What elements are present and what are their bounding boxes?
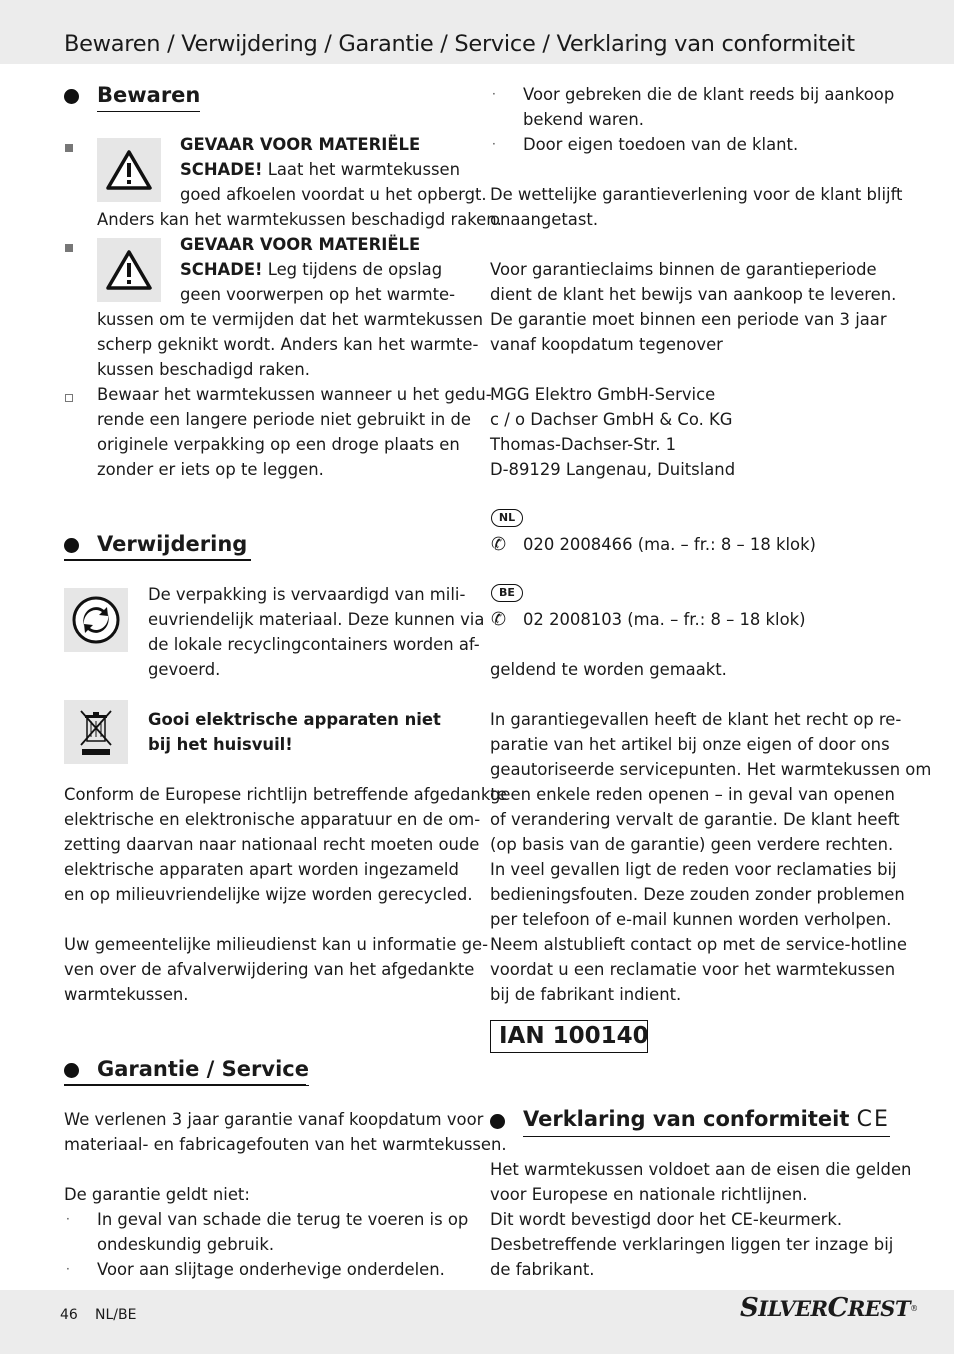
logo-rest: REST bbox=[847, 1296, 911, 1321]
ce-mark-icon: CE bbox=[856, 1107, 890, 1132]
warning1-line2-text: Laat het warmtekussen bbox=[262, 160, 460, 179]
section-title-bewaren bbox=[64, 81, 200, 112]
disposal-p1-line4: elektrische apparaten apart worden ingezameld bbox=[64, 860, 459, 879]
warranty-p6-line3: geautoriseerde servicepunten. Het warmtekussen om bbox=[490, 760, 932, 779]
disposal-p1-line1: Conform de Europese richtlijn betreffende afgedankte bbox=[64, 785, 507, 804]
section-title-conformiteit-text: Verklaring van conformiteit bbox=[523, 1107, 850, 1131]
logo-letter-c: C bbox=[827, 1293, 848, 1323]
tip-line3: originele verpakking op een droge plaats en bbox=[97, 435, 460, 454]
disposal-p2-line1: Uw gemeentelijke milieudienst kan u informatie ge- bbox=[64, 935, 489, 954]
country-badge-be: BE bbox=[491, 584, 523, 602]
bullet-dot-icon bbox=[64, 538, 79, 553]
warning2-line6: kussen beschadigd raken. bbox=[97, 360, 310, 379]
warranty-p4-line2: dient de klant het bewijs van aankoop te leveren. bbox=[490, 285, 897, 304]
warning-icon bbox=[97, 238, 161, 302]
conformity-line4: Desbetreffende verklaringen liggen ter inzage bij bbox=[490, 1235, 894, 1254]
section-title-conformiteit bbox=[490, 1105, 890, 1137]
packaging-line2: euvriendelijk materiaal. Deze kunnen via bbox=[148, 610, 485, 629]
section-title-verwijdering-label: Verwijdering bbox=[97, 530, 247, 561]
warning2-line4: kussen om te vermijden dat het warmtekussen bbox=[97, 310, 483, 329]
warranty-p6-line10: Neem alstublieft contact op met de service-hotline bbox=[490, 935, 907, 954]
bullet-dot-icon bbox=[64, 1063, 79, 1078]
warning1-heading: GEVAAR VOOR MATERIËLE bbox=[180, 135, 421, 154]
warranty-p6-line9: per telefoon of e-mail kunnen worden verholpen. bbox=[490, 910, 892, 929]
language-code: NL/BE bbox=[95, 1307, 137, 1323]
tip-line1: Bewaar het warmtekussen wanneer u het gedu- bbox=[97, 385, 492, 404]
section-title-bewaren-label: Bewaren bbox=[97, 81, 200, 112]
registered-mark: ® bbox=[910, 1304, 918, 1313]
country-badge-nl: NL bbox=[491, 509, 523, 527]
warranty-p6-line4: geen enkele reden openen – in geval van openen bbox=[490, 785, 895, 804]
warranty-p6-line5: of verandering vervalt de garantie. De klant heeft bbox=[490, 810, 900, 829]
warranty-p6-line7: In veel gevallen ligt de reden voor reclamaties bij bbox=[490, 860, 897, 879]
warranty-p3-line1: De wettelijke garantieverlening voor de klant blijft bbox=[490, 185, 903, 204]
warranty-p6-line1: In garantiegevallen heeft de klant het recht op re- bbox=[490, 710, 902, 729]
warning2-line2-text: Leg tijdens de opslag bbox=[262, 260, 443, 279]
conformity-line1: Het warmtekussen voldoet aan de eisen die gelden bbox=[490, 1160, 912, 1179]
warranty-p4-line4: vanaf koopdatum tegenover bbox=[490, 335, 723, 354]
list-bullet-icon: · bbox=[66, 1262, 70, 1276]
address-line1: MGG Elektro GmbH-Service bbox=[490, 385, 716, 404]
tip-line2: rende een langere periode niet gebruikt in de bbox=[97, 410, 471, 429]
square-bullet-icon bbox=[65, 244, 73, 252]
warning2-schade: SCHADE! bbox=[180, 260, 263, 279]
warning1-line3: goed afkoelen voordat u het opbergt. bbox=[180, 185, 487, 204]
disposal-p2-line2: ven over de afvalverwijdering van het afgedankte bbox=[64, 960, 475, 979]
warranty-p4-line1: Voor garantieclaims binnen de garantieperiode bbox=[490, 260, 877, 279]
list-item-1a: In geval van schade die terug te voeren is op bbox=[97, 1210, 469, 1229]
weee-line1: Gooi elektrische apparaten niet bbox=[148, 710, 441, 729]
silvercrest-logo bbox=[740, 1293, 918, 1323]
warranty-p6-line2: paratie van het artikel bij onze eigen of door ons bbox=[490, 735, 890, 754]
warranty-p4-line3: De garantie moet binnen een periode van 3 jaar bbox=[490, 310, 887, 329]
list-bullet-icon: · bbox=[492, 87, 496, 101]
warranty-p3-line2: onaangetast. bbox=[490, 210, 599, 229]
disposal-p1-line5: en op milieuvriendelijke wijze worden gerecycled. bbox=[64, 885, 473, 904]
warning2-heading: GEVAAR VOOR MATERIËLE bbox=[180, 235, 421, 254]
phone-icon: ✆ bbox=[491, 609, 507, 630]
phone-be: 02 2008103 (ma. – fr.: 8 – 18 klok) bbox=[523, 610, 806, 629]
list-bullet-icon: · bbox=[66, 1212, 70, 1226]
list-item-3b: bekend waren. bbox=[523, 110, 644, 129]
list-bullet-icon: · bbox=[492, 137, 496, 151]
conformity-line5: de fabrikant. bbox=[490, 1260, 595, 1279]
warranty-not-valid: De garantie geldt niet: bbox=[64, 1185, 250, 1204]
section-underline bbox=[64, 1084, 306, 1086]
section-title-garantie-label: Garantie / Service bbox=[97, 1055, 309, 1086]
warranty-p1-line2: materiaal- en fabricagefouten van het warmtekussen. bbox=[64, 1135, 507, 1154]
phone-nl: 020 2008466 (ma. – fr.: 8 – 18 klok) bbox=[523, 535, 816, 554]
warranty-p6-line6: (op basis van de garantie) geen verdere rechten. bbox=[490, 835, 894, 854]
list-item-3a: Voor gebreken die de klant reeds bij aankoop bbox=[523, 85, 895, 104]
logo-letter-s: S bbox=[740, 1293, 759, 1323]
list-item-2: Voor aan slijtage onderhevige onderdelen. bbox=[97, 1260, 445, 1279]
disposal-p1-line2: elektrische en elektronische apparatuur en de om- bbox=[64, 810, 481, 829]
conformity-line2: voor Europese en nationale richtlijnen. bbox=[490, 1185, 808, 1204]
list-item-4: Door eigen toedoen van de klant. bbox=[523, 135, 799, 154]
logo-ilver: ILVER bbox=[758, 1296, 828, 1321]
crossed-bin-weee-icon bbox=[64, 700, 128, 764]
section-title-verwijdering bbox=[64, 530, 247, 561]
tip-line4: zonder er iets op te leggen. bbox=[97, 460, 324, 479]
page-title: Bewaren / Verwijdering / Garantie / Service / Verklaring van conformiteit bbox=[64, 31, 855, 57]
section-title-conformiteit-label bbox=[523, 1105, 890, 1137]
page-number: 46 bbox=[60, 1307, 78, 1323]
packaging-line3: de lokale recyclingcontainers worden af- bbox=[148, 635, 480, 654]
phone-icon: ✆ bbox=[491, 534, 507, 555]
square-bullet-icon bbox=[65, 144, 73, 152]
bullet-dot-icon bbox=[64, 89, 79, 104]
warning2-line3: geen voorwerpen op het warmte- bbox=[180, 285, 456, 304]
warning-icon bbox=[97, 138, 161, 202]
packaging-line4: gevoerd. bbox=[148, 660, 221, 679]
list-item-1b: ondeskundig gebruik. bbox=[97, 1235, 275, 1254]
address-line3: Thomas-Dachser-Str. 1 bbox=[490, 435, 677, 454]
warranty-p6-line8: bedieningsfouten. Deze zouden zonder problemen bbox=[490, 885, 905, 904]
conformity-line3: Dit wordt bevestigd door het CE-keurmerk. bbox=[490, 1210, 843, 1229]
warranty-p6-line12: bij de fabrikant indient. bbox=[490, 985, 682, 1004]
warning2-line2 bbox=[180, 257, 442, 282]
warranty-p6-line11: voordat u een reclamatie voor het warmtekussen bbox=[490, 960, 896, 979]
disposal-p1-line3: zetting daarvan naar nationaal recht moeten oude bbox=[64, 835, 480, 854]
address-line4: D-89129 Langenau, Duitsland bbox=[490, 460, 736, 479]
disposal-p2-line3: warmtekussen. bbox=[64, 985, 189, 1004]
ian-number-box: IAN 100140 bbox=[490, 1020, 648, 1053]
warning1-line4: Anders kan het warmtekussen beschadigd raken. bbox=[97, 210, 502, 229]
weee-line2: bij het huisvuil! bbox=[148, 735, 293, 754]
section-title-garantie bbox=[64, 1055, 309, 1086]
packaging-line1: De verpakking is vervaardigd van mili- bbox=[148, 585, 466, 604]
recycling-green-dot-icon bbox=[64, 588, 128, 652]
address-line2: c / o Dachser GmbH & Co. KG bbox=[490, 410, 733, 429]
warning2-line5: scherp geknikt wordt. Anders kan het warmte- bbox=[97, 335, 479, 354]
warranty-p5: geldend te worden gemaakt. bbox=[490, 660, 727, 679]
warning1-schade: SCHADE! bbox=[180, 160, 263, 179]
bullet-dot-icon bbox=[490, 1114, 505, 1129]
hollow-square-bullet-icon bbox=[65, 394, 73, 402]
warning1-line2 bbox=[180, 157, 460, 182]
section-underline bbox=[64, 559, 251, 561]
warranty-p1-line1: We verlenen 3 jaar garantie vanaf koopdatum voor bbox=[64, 1110, 484, 1129]
